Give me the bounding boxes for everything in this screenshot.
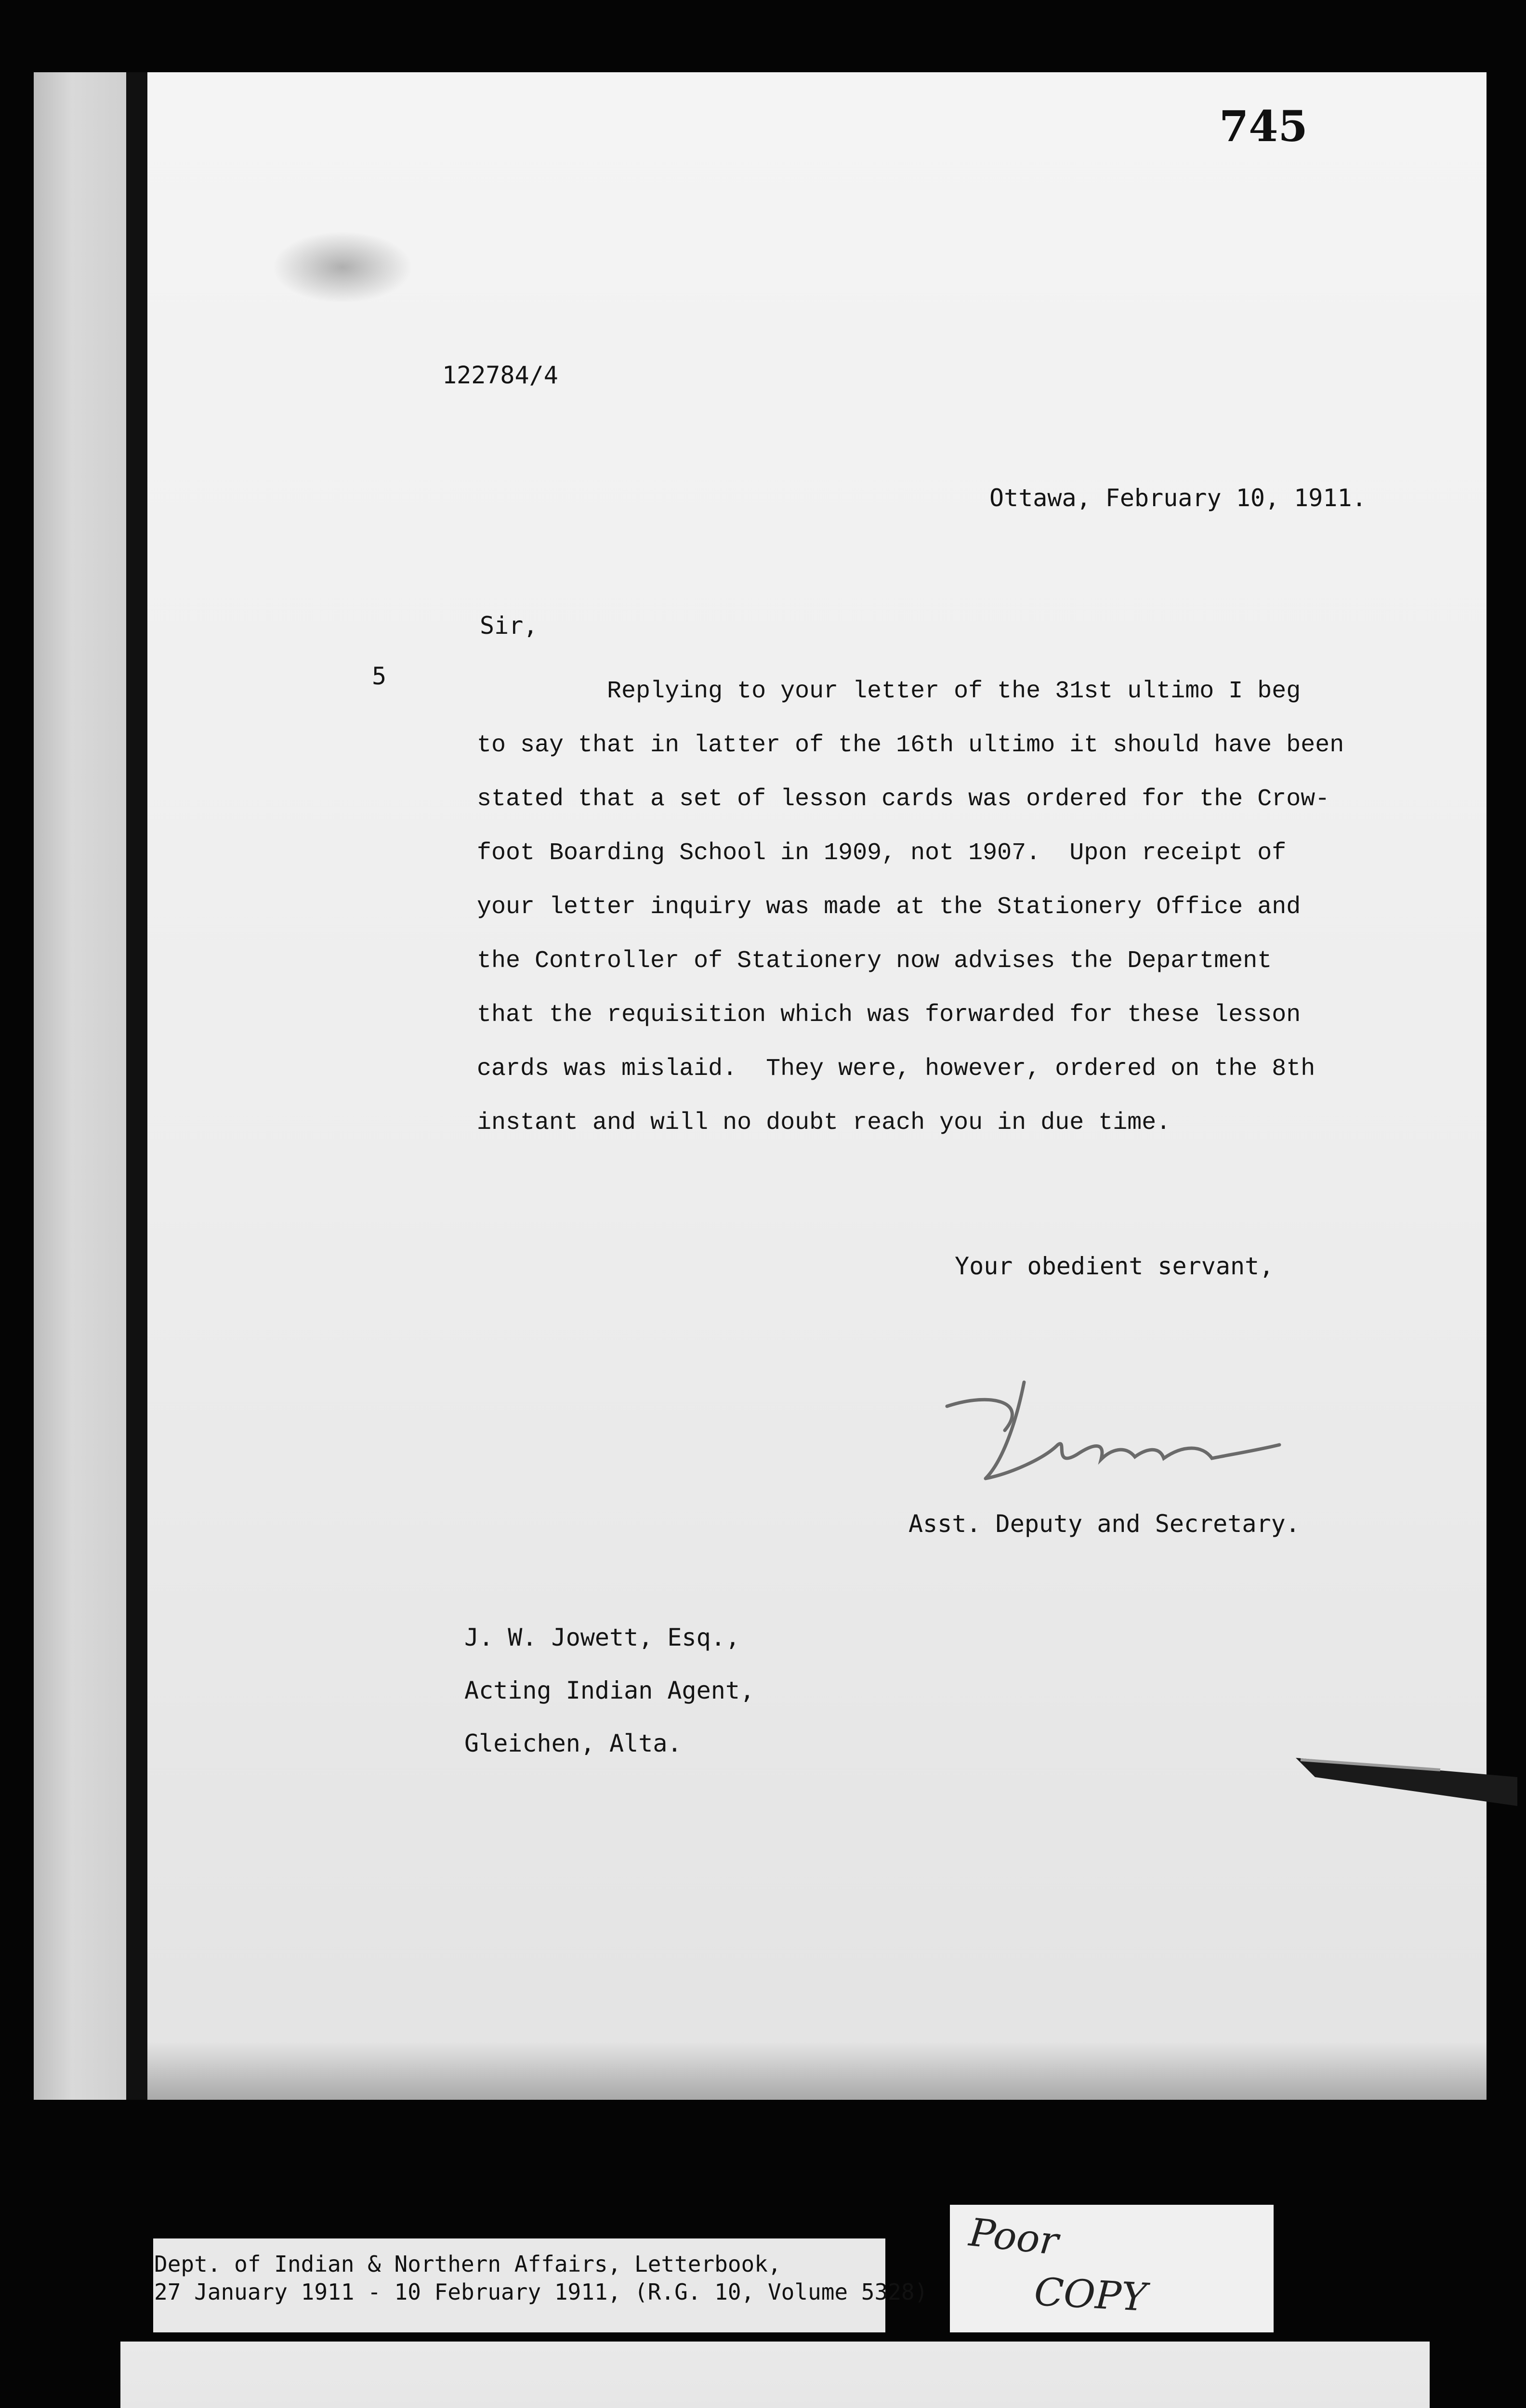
file-reference: 122784/4: [442, 361, 558, 389]
closing-line: Your obedient servant,: [955, 1252, 1274, 1280]
poor-copy-note: [950, 2205, 1274, 2332]
salutation: Sir,: [480, 612, 538, 640]
handwritten-signature: [933, 1373, 1289, 1498]
addressee-block: [464, 1611, 754, 1770]
addressee-title: Acting Indian Agent,: [464, 1676, 755, 1704]
smudge-mark: [273, 231, 412, 303]
letter-page: [147, 72, 1487, 2100]
poor-copy-word2: COPY: [1033, 2269, 1148, 2320]
archive-label-line1: Dept. of Indian & Northern Affairs, Letterbook,: [154, 2251, 781, 2277]
letter-body: Replying to your letter of the 31st ultimo I beg to say that in latter of the 16th ultimo it should have been stated that a set of lesson cards was ordered for the Crow- foot Boarding School in 1909, not 1907. Upon receipt of your letter inquiry was made at the Stationery Office and the Controller of Stationery now advises the Department that the requisition which was forwarded for these lesson cards was mislaid. They were, however, ordered on the 8th instant and will no doubt reach you in due time.: [477, 678, 1344, 1137]
pen-tip: [1296, 1743, 1517, 1806]
archives-stamp: [120, 2342, 1430, 2408]
archive-label-line2: 27 January 1911 - 10 February 1911, (R.G. 10, Volume 5328): [154, 2279, 928, 2305]
page-number: 745: [1219, 101, 1308, 151]
addressee-name: J. W. Jowett, Esq.,: [464, 1623, 740, 1651]
margin-mark: 5: [372, 662, 387, 690]
binding-edge: [126, 72, 147, 2100]
signatory-title: Asst. Deputy and Secretary.: [908, 1510, 1300, 1538]
date-line: Ottawa, February 10, 1911.: [989, 484, 1367, 512]
binding-strip: [34, 72, 130, 2100]
archive-source-label: [153, 2238, 928, 2332]
addressee-place: Gleichen, Alta.: [464, 1729, 682, 1757]
poor-copy-word1: Poor: [967, 2210, 1061, 2264]
